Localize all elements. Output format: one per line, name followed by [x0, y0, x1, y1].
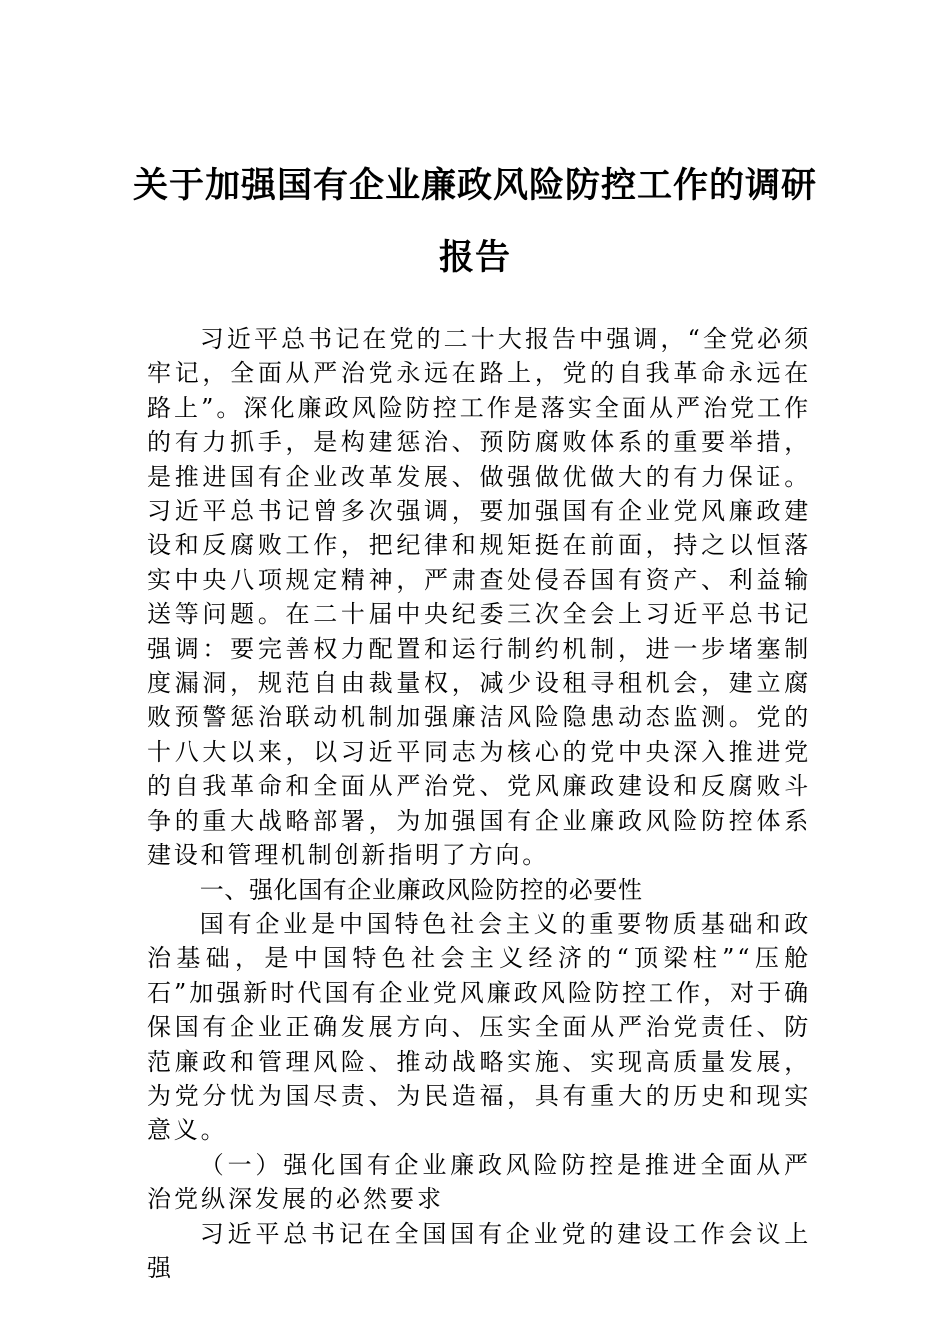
- subsection-paragraph: 习近平总书记在全国国有企业党的建设工作会议上强: [147, 1219, 811, 1282]
- document-body: [147, 322, 811, 1285]
- subsection-heading: （一）强化国有企业廉政风险防控是推进全面从严治党纵深发展的必然要求: [147, 1150, 811, 1214]
- intro-paragraph: 习近平总书记在党的二十大报告中强调，“全党必须牢记，全面从严治党永远在路上，党的自我革命永远在路上”。深化廉政风险防控工作是落实全面从严治党工作的有力抓手，是构建惩治、预防腐败体系的重要举措，是推进国有企业改革发展、做强做优做大的有力保证。习近平总书记曾多次强调，要加强国有企业党风廉政建设和反腐败工作，把纪律和规矩挺在前面，持之以恒落实中央八项规定精神，严肃查处侵吞国有资产、利益输送等问题。在二十届中央纪委三次全会上习近平总书记强调：要完善权力配置和运行制约机制，进一步堵塞制度漏洞，规范自由裁量权，减少设租寻租机会，建立腐败预警惩治联动机制加强廉洁风险隐患动态监测。党的十八大以来，以习近平同志为核心的党中央深入推进党的自我革命和全面从严治党、党风廉政建设和反腐败斗争的重大战略部署，为加强国有企业廉政风险防控体系建设和管理机制创新指明了方向。: [147, 325, 811, 870]
- section-paragraph: 国有企业是中国特色社会主义的重要物质基础和政治基础，是中国特色社会主义经济的“顶梁柱”“压舱石”加强新时代国有企业党风廉政风险防控工作，对于确保国有企业正确发展方向、压实全面从严治党责任、防范廉政和管理风险、推动战略实施、实现高质量发展，为党分忧为国尽责、为民造福，具有重大的历史和现实意义。: [147, 909, 811, 1145]
- section-heading: 一、强化国有企业廉政风险防控的必要性: [199, 875, 643, 904]
- document-title: 关于加强国有企业廉政风险防控工作的调研报告: [132, 165, 817, 278]
